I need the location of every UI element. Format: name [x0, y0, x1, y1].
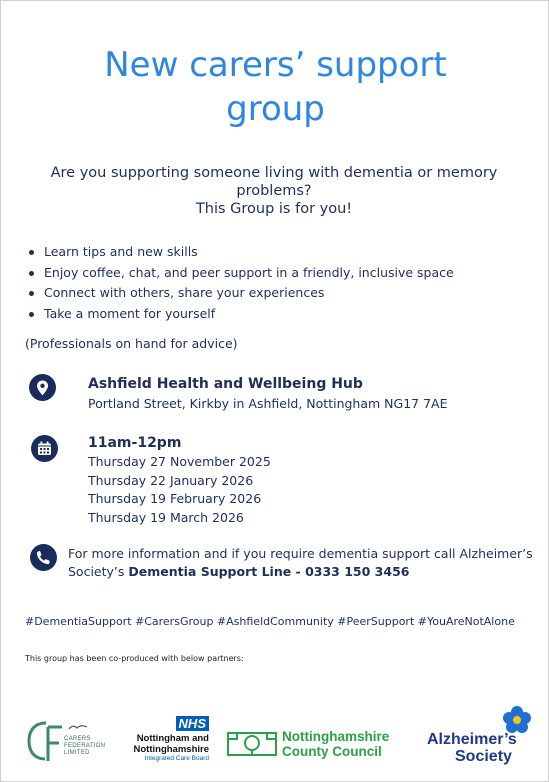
cf-line-3: LIMITED — [64, 750, 90, 756]
contact-block — [68, 545, 538, 581]
professionals-note: (Professionals on hand for advice) — [25, 336, 238, 351]
alz-line-2: Society — [455, 748, 512, 765]
venue-block — [88, 374, 447, 414]
phone-icon — [30, 544, 57, 571]
alz-line-1: Alzheimer’s — [427, 731, 517, 748]
contact-line-1: For more information and if you require dementia support call Alzheimer’s — [68, 546, 533, 561]
intro-line-3: This Group is for you! — [195, 201, 353, 217]
list-item: Enjoy coffee, chat, and peer support in a friendly, inclusive space — [27, 263, 454, 284]
ncc-line-2: County Council — [282, 744, 382, 759]
nhs-name-line-2: Nottinghamshire — [133, 744, 209, 755]
nhs-logo — [127, 715, 209, 765]
session-date: Thursday 27 November 2025 — [88, 454, 271, 469]
support-line-number: Dementia Support Line - 0333 150 3456 — [128, 564, 410, 579]
ncc-line-1: Nottinghamshire — [282, 729, 390, 744]
list-item: Take a moment for yourself — [27, 304, 454, 325]
cf-line-2: FEDERATION — [64, 743, 106, 749]
nhs-name-line-1: Nottingham and — [136, 733, 209, 744]
session-date: Thursday 22 January 2026 — [88, 472, 254, 488]
partners-note: This group has been co-produced with below partners: — [25, 654, 244, 663]
hashtags: #DementiaSupport #CarersGroup #AshfieldCommunity #PeerSupport #YouAreNotAlone — [25, 615, 515, 628]
intro-line-1: Are you supporting someone living with dementia or memory — [50, 165, 498, 181]
cf-line-1: CARERS — [64, 736, 91, 742]
schedule-block — [88, 433, 271, 527]
list-item: Learn tips and new skills — [27, 242, 454, 263]
venue-address: Portland Street, Kirkby in Ashfield, Nottingham NG17 7AE — [88, 396, 448, 411]
session-date: Thursday 19 February 2026 — [88, 491, 262, 506]
nhs-subtitle: Integrated Care Board — [144, 755, 209, 762]
benefits-list — [27, 242, 454, 324]
alzheimers-society-logo — [427, 705, 537, 767]
location-pin-icon — [29, 374, 56, 401]
title-line-1: New carers’ support — [104, 45, 447, 85]
title-line-2: group — [226, 89, 325, 129]
contact-line-2 — [68, 563, 538, 581]
intro-line-2: problems? — [236, 183, 312, 199]
contact-prefix: Society’s — [68, 564, 129, 579]
carers-federation-logo — [26, 719, 111, 764]
list-item: Connect with others, share your experiences — [27, 283, 454, 304]
flyer-title — [1, 43, 549, 131]
intro-text — [41, 164, 507, 218]
session-time: 11am-12pm — [88, 435, 182, 451]
nhs-badge: NHS — [176, 716, 209, 731]
nottinghamshire-county-council-logo — [227, 727, 412, 761]
session-date: Thursday 19 March 2026 — [88, 509, 244, 525]
venue-name: Ashfield Health and Wellbeing Hub — [88, 376, 363, 392]
calendar-icon — [31, 435, 58, 462]
